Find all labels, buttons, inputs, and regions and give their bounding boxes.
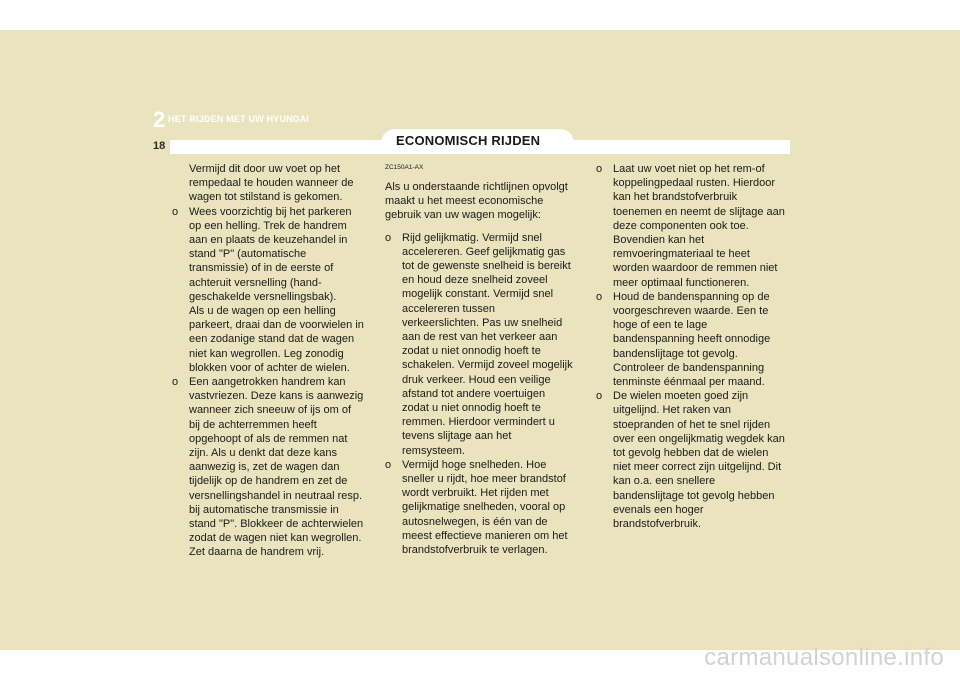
- bullet: o: [385, 231, 392, 244]
- list-item-extra: Als u de wagen op een helling parkeert, draai dan de voorwielen in een zodanige stand dat de wagen niet kan wegrollen. Leg zonodig blokken voor of achter de wielen.: [189, 305, 364, 374]
- list-item-text: Laat uw voet niet op het rem-of koppelingpedaal rusten. Hierdoor kan het brandstofverbruik toenemen en neemt de slijtage aan deze componenten ook toe. Bovendien kan het remvoeringmateriaal te heet worden waardoor de remmen niet meer optimaal functioneren.: [613, 163, 785, 289]
- list-item: [385, 458, 575, 557]
- list-item: [596, 389, 786, 531]
- bullet: o: [172, 376, 179, 389]
- bullet: o: [172, 205, 179, 218]
- list-item: [596, 290, 786, 389]
- list-item: [596, 162, 786, 290]
- page-number: 18: [153, 140, 166, 152]
- watermark: carmanualsonline.info: [704, 644, 944, 671]
- list-item-text: Vermijd hoge snelheden. Hoe sneller u rijdt, hoe meer brandstof wordt verbruikt. Het rijden met gelijkmatige snelheden, vooral op autosnelwegen, is één van de meest effectieve manieren om het brandstofverbruik te verlagen.: [402, 458, 568, 557]
- bullet: o: [596, 290, 603, 303]
- list-item-extra: Controleer de bandenspanning tenminste éénmaal per maand.: [613, 361, 765, 389]
- list-item: [385, 231, 575, 458]
- intro-paragraph: Vermijd dit door uw voet op het rempedaal te houden wanneer de wagen tot stilstand is gekomen.: [189, 163, 354, 204]
- chapter-title: HET RIJDEN MET UW HYUNDAI: [168, 114, 310, 124]
- list-item-text: De wielen moeten goed zijn uitgelijnd. Het raken van stoepranden of het te snel rijden over een ongelijkmatig wegdek kan tot gevolg hebben dat de wielen niet meer correct zijn uitgelijnd. Dit kan o.a. een snellere bandenslijtage tot gevolg hebben evenals een hoger brandstofverbruik.: [613, 390, 785, 531]
- bullet: o: [596, 390, 603, 403]
- list-item: [172, 205, 365, 375]
- list-item-text: Een aangetrokken handrem kan vastvriezen. Deze kans is aanwezig wanneer zich sneeuw of ijs om of bij de achterremmen heeft opgehoopt of als de remmen nat zijn. Als u denkt dat deze kans aanwezig is, zet de wagen dan tijdelijk op de handrem en zet de versnellingshandel in neutraal resp. bij automatische transmissie in stand "P". Blokkeer de achterwielen zodat de wagen niet kan wegrollen. Zet daarna de handrem vrij.: [189, 376, 364, 559]
- column-middle: [385, 164, 575, 557]
- bullet: o: [385, 458, 392, 471]
- list-item-text: Houd de bandenspanning op de voorgeschreven waarde. Een te hoge of een te lage bandenspanning heeft onnodige bandenslijtage tot gevolg.: [613, 290, 771, 360]
- list-item-text: Wees voorzichtig bij het parkeren op een helling. Trek de handrem aan en plaats de keuzehandel in stand "P" (automatische transmissie) of in de eerste of achteruit versnelling (hand-geschakelde versnellingsbak).: [189, 205, 352, 303]
- bullet: o: [596, 163, 603, 175]
- section-title: ECONOMISCH RIJDEN: [396, 133, 541, 148]
- list-item: [172, 375, 365, 560]
- list-item-text: Rijd gelijkmatig. Vermijd snel accelereren. Geef gelijkmatig gas tot de gewenste snelheid is bereikt en houd deze snelheid zoveel mogelijk constant. Vermijd snel accelereren tussen verkeerslichten. Pas uw snelheid aan de rest van het verkeer aan zodat u niet onnodig hoeft te schakelen. Vermijd zoveel mogelijk druk verkeer. Houd een veilige afstand tot andere voertuigen zodat u niet onnodig hoeft te remmen. Hierdoor vermindert u tevens slijtage aan het remsysteem.: [402, 231, 573, 457]
- column-right: [596, 162, 786, 531]
- chapter-number: 2: [153, 107, 166, 132]
- intro-paragraph: Als u onderstaande richtlijnen opvolgt maakt u het meest economische gebruik van uw wagen mogelijk:: [385, 181, 568, 222]
- section-code: ZC150A1-AX: [385, 164, 424, 171]
- column-left: [172, 162, 365, 560]
